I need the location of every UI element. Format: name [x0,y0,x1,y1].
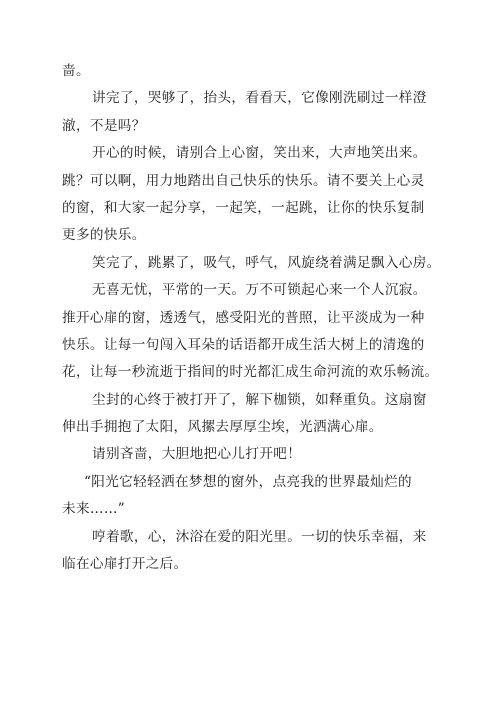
quote-line: 未来……” [62,501,126,518]
paragraph-line: 的窗，和大家一起分享，一起笑，一起跳，让你的快乐复制 [62,199,425,216]
paragraph-line: 啬。 [62,63,90,79]
paragraph-line: 花，让每一秒流逝于指间的时光都汇成生命河流的欢乐畅流。 [62,364,439,381]
quote-line: “阳光它轻轻洒在梦想的窗外，点亮我的世界最灿烂的 [84,473,413,490]
paragraph-line: 快乐。让每一句闯入耳朵的话语都开成生活大树上的清逸的 [62,336,425,353]
paragraph-line: 无喜无忧，平常的一天。万不可锁起心来一个人沉寂。 [92,282,427,299]
paragraph-line: 开心的时候，请别合上心窗，笑出来，大声地笑出来。 [92,145,427,162]
paragraph-line: 推开心扉的窗，透透气，感受阳光的普照，让平淡成为一种 [62,309,425,326]
paragraph-line: 讲完了，哭够了，抬头，看看天，它像刚洗刷过一样澄 [92,90,427,107]
paragraph-line: 澈，不是吗？ [62,117,146,134]
paragraph-line: 临在心扉打开之后。 [62,556,188,573]
paragraph-line: 哼着歌，心，沐浴在爱的阳光里。一切的快乐幸福，来 [92,528,427,545]
paragraph-line: 跳？可以啊，用力地踏出自己快乐的快乐。请不要关上心灵 [62,172,425,189]
paragraph-line: 伸出手拥抱了太阳，风摞去厚厚尘埃，光洒满心扉。 [62,419,383,436]
paragraph-line: 尘封的心终于被打开了，解下枷锁，如释重负。这扇窗 [92,391,427,408]
document-body [62,58,440,578]
paragraph-line: 更多的快乐。 [62,227,146,244]
paragraph-line: 笑完了，跳累了，吸气，呼气，风旋绕着满足飘入心房。 [92,254,441,271]
paragraph-line: 请别吝啬，大胆地把心儿打开吧！ [92,446,302,463]
